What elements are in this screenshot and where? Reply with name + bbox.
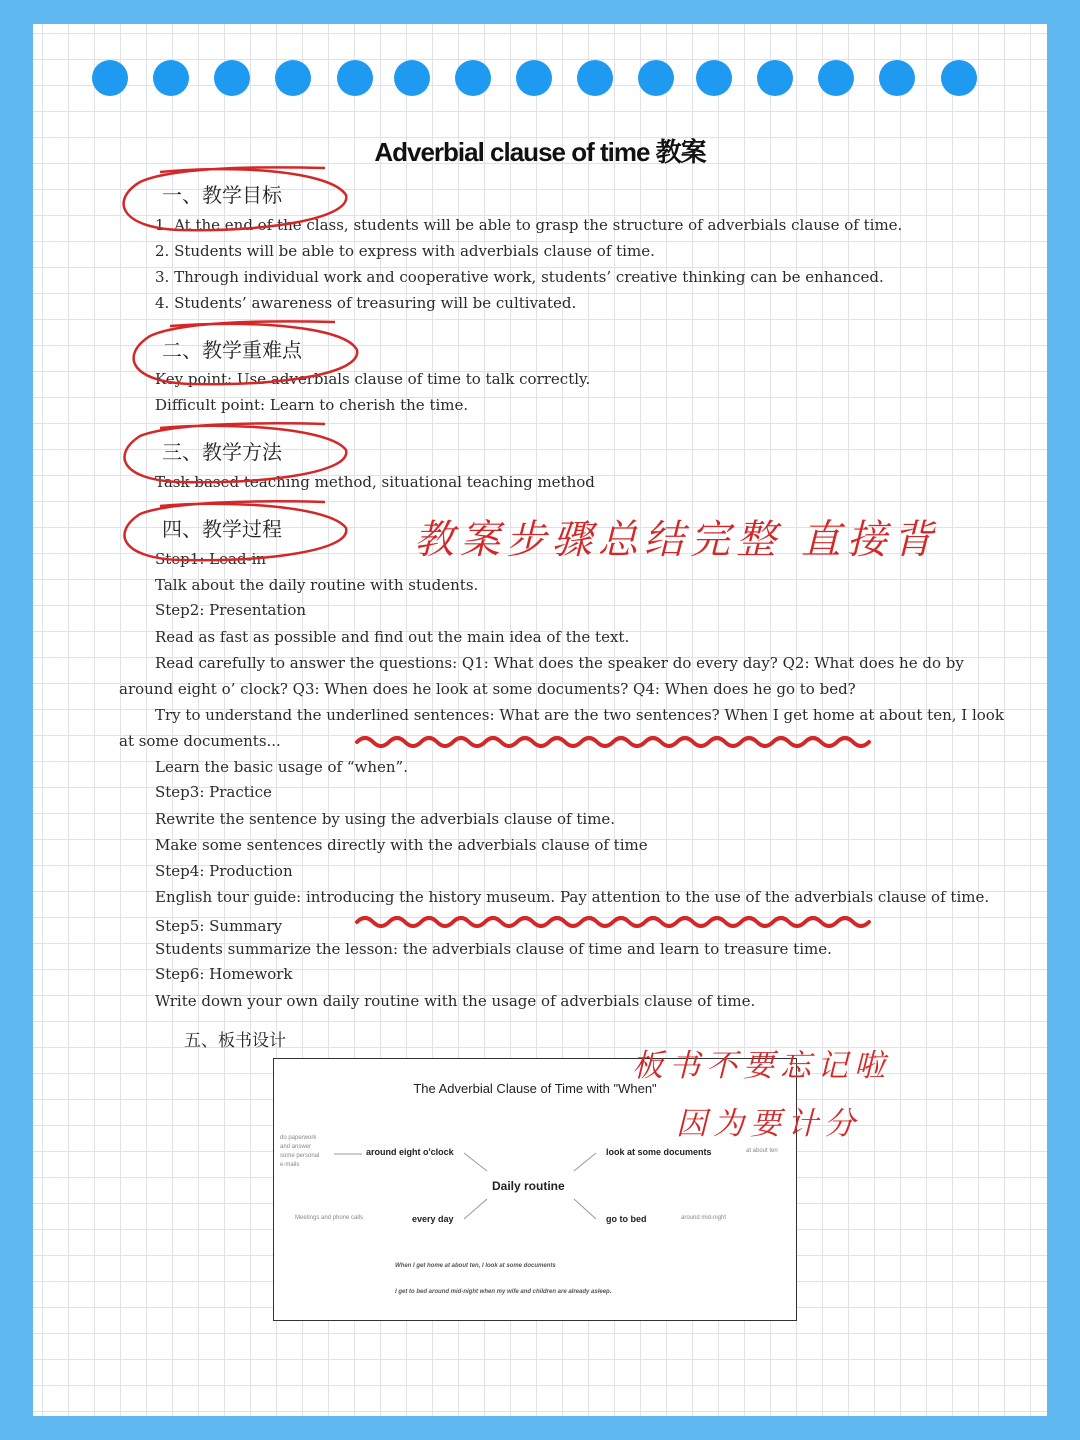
section-heading-methods: 三、教学方法 [162, 440, 282, 464]
process-line: around eight o’ clock? Q3: When does he look at some documents? Q4: When does he go to bed? [119, 680, 856, 698]
board-note-mid-night: around mid-night [681, 1215, 727, 1221]
process-line: Students summarize the lesson: the adverbials clause of time and learn to treasure time. [155, 940, 832, 958]
board-note-line: do paperwork [280, 1135, 317, 1141]
method-item: Task-based teaching method, situational teaching method [155, 473, 595, 491]
process-line: Read carefully to answer the questions: Q1: What does the speaker do every day? Q2: What does he do by [155, 654, 964, 672]
key-point-item: Key point: Use adverbials clause of time to talk correctly. [155, 370, 591, 388]
board-note-meetings: Meetings and phone calls [295, 1215, 364, 1221]
heading-circle-4 [125, 501, 347, 560]
objective-item: 4. Students’ awareness of treasuring will be cultivated. [155, 294, 577, 312]
process-line: Write down your own daily routine with the usage of adverbials clause of time. [155, 992, 756, 1010]
process-line: Talk about the daily routine with students. [155, 576, 479, 594]
wavy-underline-2 [357, 918, 869, 926]
section-heading-objectives: 一、教学目标 [162, 183, 282, 207]
board-sentence-2: I get to bed around mid-night when my wife and children are already asleep. [395, 1289, 612, 1295]
process-line: English tour guide: introducing the history museum. Pay attention to the use of the adverbials clause of time. [155, 888, 990, 906]
board-node-look-at-documents: look at some documents [606, 1147, 712, 1157]
objective-item: 2. Students will be able to express with adverbials clause of time. [155, 242, 655, 260]
heading-circle-3 [125, 423, 347, 482]
process-line: at some documents... [119, 732, 281, 750]
board-note-line: and answer [280, 1144, 312, 1150]
handwritten-note-board-line2: 因为要计分 [676, 1106, 861, 1142]
board-note-about-ten: at about ten [746, 1148, 778, 1154]
process-line: Make some sentences directly with the adverbials clause of time [155, 836, 648, 854]
board-note-line: e-mails [280, 1162, 300, 1168]
process-line: Step4: Production [155, 862, 293, 880]
process-line: Step5: Summary [155, 917, 283, 935]
key-point-item: Difficult point: Learn to cherish the time. [155, 396, 469, 414]
objective-item: 3. Through individual work and cooperative work, students’ creative thinking can be enhanced. [155, 268, 884, 286]
handwritten-note-board-line1: 板书不要忘记啦 [632, 1048, 891, 1084]
wavy-underline-1 [357, 738, 869, 746]
handwritten-note-memorize: 教案步骤总结完整 直接背 [414, 517, 939, 563]
process-line: Step6: Homework [155, 965, 293, 983]
board-note-line: some personal [280, 1153, 320, 1159]
process-line: Step2: Presentation [155, 601, 307, 619]
heading-circle-2 [134, 321, 358, 384]
board-center-node: Daily routine [492, 1179, 565, 1193]
section-heading-board-design: 五、板书设计 [184, 1031, 286, 1051]
process-line: Rewrite the sentence by using the adverbials clause of time. [155, 810, 616, 828]
section-heading-process: 四、教学过程 [162, 517, 282, 541]
board-node-around-eight: around eight o'clock [366, 1147, 454, 1157]
page-title: Adverbial clause of time 教案 [374, 137, 706, 167]
board-title: The Adverbial Clause of Time with "When" [413, 1081, 657, 1096]
process-line: Step1: Lead-in [155, 550, 267, 568]
board-node-go-to-bed: go to bed [606, 1214, 647, 1224]
board-node-every-day: every day [412, 1214, 454, 1224]
process-line: Step3: Practice [155, 783, 272, 801]
board-sentence-1: When I get home at about ten, I look at some documents [395, 1263, 556, 1269]
heading-circle-1 [124, 167, 347, 230]
objective-item: 1. At the end of the class, students will be able to grasp the structure of adverbials clause of time. [155, 216, 903, 234]
process-line: Read as fast as possible and find out the main idea of the text. [155, 628, 630, 646]
process-line: Try to understand the underlined sentences: What are the two sentences? When I get home at about ten, I look [155, 706, 1004, 724]
section-heading-key-points: 二、教学重难点 [162, 338, 302, 362]
process-line: Learn the basic usage of “when”. [155, 758, 408, 776]
